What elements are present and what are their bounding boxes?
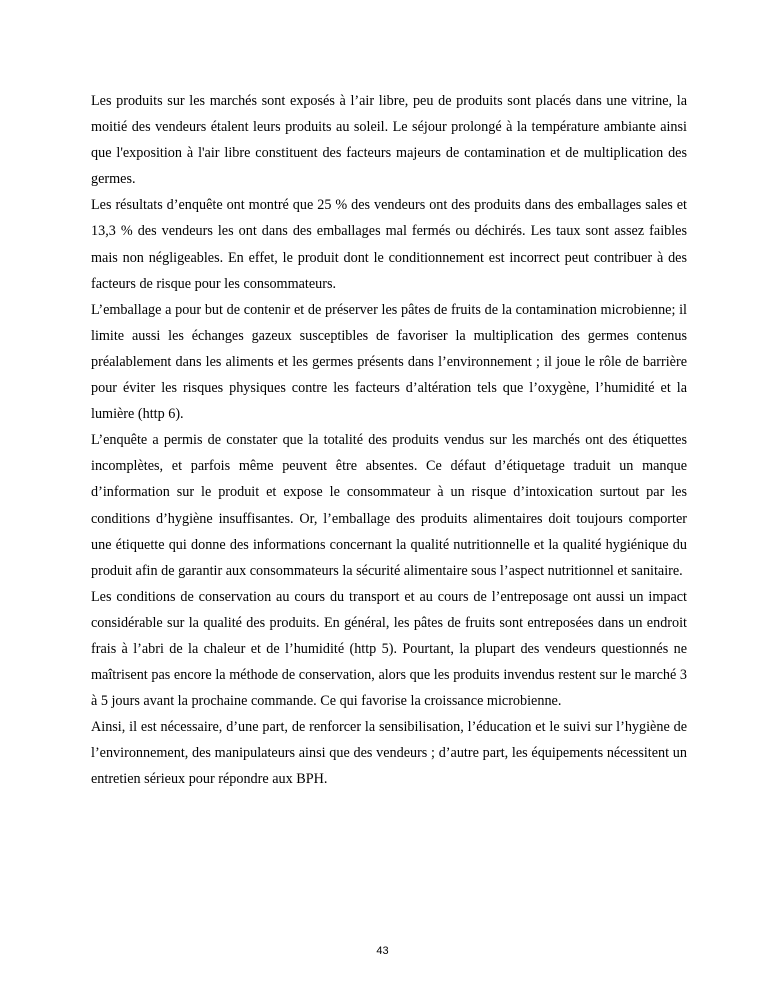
paragraph-conclusion: Ainsi, il est nécessaire, d’une part, de renforcer la sensibilisation, l’éducation et le suivi sur l’hygiène de l’environnement, des manipulateurs ainsi que des vendeurs ; d’autre part, les équipements nécessitent un entretien sérieux pour répondre aux BPH.	[91, 719, 687, 788]
paragraph-market-exposure: Les produits sur les marchés sont exposés à l’air libre, peu de produits sont placés dans une vitrine, la moitié des vendeurs étalent leurs produits au soleil. Le séjour prolongé à la température ambiante ainsi que l'exposition à l'air libre constituent des facteurs majeurs de contamination et de multiplication des germes.	[91, 93, 687, 188]
page-number: 43	[376, 945, 389, 957]
paragraph-storage-conditions: Les conditions de conservation au cours du transport et au cours de l’entreposage ont aussi un impact considérable sur la qualité des produits. En général, les pâtes de fruits sont entreposées dans un endroit frais à l’abri de la chaleur et de l’humidité (http 5). Pourtant, la plupart des vendeurs questionnés ne maîtrisent pas encore la méthode de conservation, alors que les produits invendus restent sur le marché 3 à 5 jours avant la prochaine commande. Ce qui favorise la croissance microbienne.	[91, 588, 687, 710]
paragraph-packaging-purpose: L’emballage a pour but de contenir et de préserver les pâtes de fruits de la contamination microbienne; il limite aussi les échanges gazeux susceptibles de favoriser la multiplication des germes contenus préalablement dans les aliments et les germes présents dans l’environnement ; il joue le rôle de barrière pour éviter les risques physiques contre les facteurs d’altération tels que l’oxygène, l’humidité et la lumière (http 6).	[91, 301, 687, 423]
paragraph-survey-packaging: Les résultats d’enquête ont montré que 25 % des vendeurs ont des produits dans des emballages sales et 13,3 % des vendeurs les ont dans des emballages mal fermés ou déchirés. Les taux sont assez faibles mais non négligeables. En effet, le produit dont le conditionnement est incorrect peut contribuer à des facteurs de risque pour les consommateurs.	[91, 197, 687, 292]
paragraph-labeling: L’enquête a permis de constater que la totalité des produits vendus sur les marchés ont des étiquettes incomplètes, et parfois même peuvent être absentes. Ce défaut d’étiquetage traduit un manque d’information sur le produit et expose le consommateur à un risque d’intoxication surtout par les conditions d’hygiène insuffisantes. Or, l’emballage des produits alimentaires doit toujours comporter une étiquette qui donne des informations concernant la qualité nutritionnelle et la qualité hygiénique du produit afin de garantir aux consommateurs la sécurité alimentaire sous l’aspect nutritionnel et sanitaire.	[91, 432, 687, 579]
body-text	[91, 88, 687, 793]
